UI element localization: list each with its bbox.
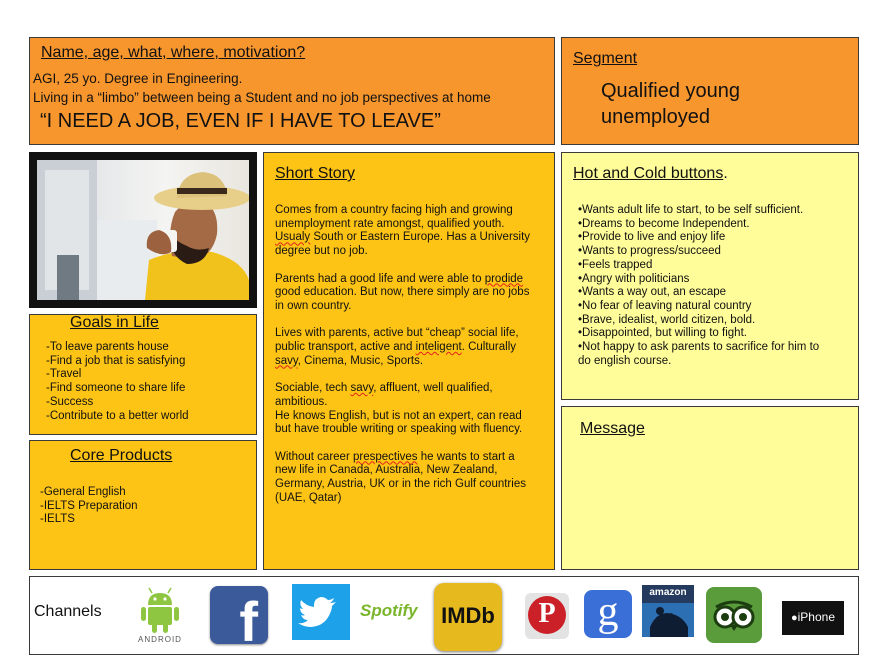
spotify-text: Spotify xyxy=(360,601,418,620)
buttons-box xyxy=(561,152,859,400)
amazon-text: amazon xyxy=(649,587,687,598)
spotify-icon xyxy=(360,601,424,629)
list-item: •Wants to progress/succeed xyxy=(578,245,721,258)
persona-header: Name, age, what, where, motivation? xyxy=(41,44,306,61)
twitter-icon xyxy=(292,584,350,640)
google-glyph: g xyxy=(597,589,619,635)
imdb-icon xyxy=(434,583,502,651)
list-item: •Not happy to ask parents to sacrifice for him to xyxy=(578,341,820,354)
list-item: -General English xyxy=(40,486,126,498)
segment-value-line-1: Qualified young xyxy=(601,80,740,102)
iphone-icon xyxy=(782,601,844,635)
products-box xyxy=(29,440,257,570)
segment-value-line-2: unemployed xyxy=(601,106,710,128)
goals-list xyxy=(46,341,189,423)
channels-box xyxy=(29,576,859,655)
list-item: •Disappointed, but willing to fight. xyxy=(578,327,747,340)
list-item: -Contribute to a better world xyxy=(46,409,189,422)
goals-header: Goals in Life xyxy=(70,314,159,331)
iphone-text: ●iPhone xyxy=(790,610,836,624)
persona-line-1: AGI, 25 yo. Degree in Engineering. xyxy=(33,71,243,86)
story-paragraph: Parents had a good life and were able to prodide good education. But now, there simply are no jobs in own country. xyxy=(275,272,530,312)
story-text xyxy=(275,204,537,519)
list-item: •Brave, idealist, world citizen, bold. xyxy=(578,313,756,326)
list-item: -Travel xyxy=(46,368,82,381)
facebook-icon xyxy=(210,586,268,653)
list-item: •Provide to live and enjoy life xyxy=(578,231,726,244)
list-item: -Find someone to share life xyxy=(46,382,186,395)
story-paragraph: Lives with parents, active but “cheap” social life, public transport, active and inteligent. Culturally savy, Cinema, Music, Sports. xyxy=(275,327,519,367)
buttons-header-text: Hot and Cold buttons xyxy=(573,165,724,182)
story-paragraph: Sociable, tech savy, affluent, well qualified, ambitious. xyxy=(275,382,493,408)
list-item: -Find a job that is satisfying xyxy=(46,354,186,367)
goals-box xyxy=(29,314,257,435)
list-item: -IELTS Preparation xyxy=(40,499,138,512)
buttons-header xyxy=(573,165,728,183)
story-box xyxy=(263,152,555,570)
list-item: •Dreams to become Independent. xyxy=(578,217,750,230)
tripadvisor-icon xyxy=(706,587,762,643)
android-text: ANDROID xyxy=(138,635,182,644)
imdb-text: IMDb xyxy=(441,603,495,628)
story-paragraph: Comes from a country facing high and growing unemployment rate amongst, qualified youth. Usualy South or Eastern Europe. Has a University degree but no job. xyxy=(275,204,531,258)
amazon-icon xyxy=(642,585,694,637)
persona-quote: “I NEED A JOB, EVEN IF I HAVE TO LEAVE” xyxy=(40,110,441,132)
segment-header: Segment xyxy=(573,50,638,67)
list-item: -IELTS xyxy=(40,513,75,526)
list-item: •Wants adult life to start, to be self sufficient. xyxy=(578,204,804,216)
buttons-header-suffix: . xyxy=(723,165,728,182)
man-drinking-coffee-photo xyxy=(37,160,249,300)
kindle-reader-graphic xyxy=(642,603,694,637)
story-header: Short Story xyxy=(275,165,356,182)
list-item: •No fear of leaving natural country xyxy=(578,299,752,312)
story-paragraph: Without career prespectives he wants to start a new life in Canada, Australia, New Zealand, Germany, Austria, UK or in the rich Gulf countries (UAE, Qatar) xyxy=(275,450,526,504)
apple-logo-icon: ● xyxy=(790,612,798,624)
persona-line-2: Living in a “limbo” between being a Student and no job perspectives at home xyxy=(33,90,491,105)
channels-label: Channels xyxy=(34,603,102,620)
persona-box xyxy=(29,37,555,145)
google-icon xyxy=(584,590,632,638)
products-header: Core Products xyxy=(70,447,173,464)
list-item: •Feels trapped xyxy=(578,258,653,271)
list-item: do english course. xyxy=(578,354,672,367)
message-box xyxy=(561,406,859,570)
products-list xyxy=(40,486,138,527)
list-item: •Wants a way out, an escape xyxy=(578,286,727,299)
pinterest-icon xyxy=(525,593,569,639)
facebook-glyph: f xyxy=(239,590,258,653)
list-item: -To leave parents house xyxy=(46,341,169,353)
segment-box xyxy=(561,37,859,145)
persona-photo xyxy=(29,152,257,308)
list-item: •Angry with politicians xyxy=(578,272,690,285)
pinterest-glyph: P xyxy=(538,598,556,629)
message-header: Message xyxy=(580,420,645,437)
android-icon xyxy=(134,587,186,645)
story-paragraph: He knows English, but is not an expert, can read but have trouble writing or speaking with fluency. xyxy=(275,409,523,436)
list-item: -Success xyxy=(46,395,94,408)
buttons-list xyxy=(578,204,819,368)
